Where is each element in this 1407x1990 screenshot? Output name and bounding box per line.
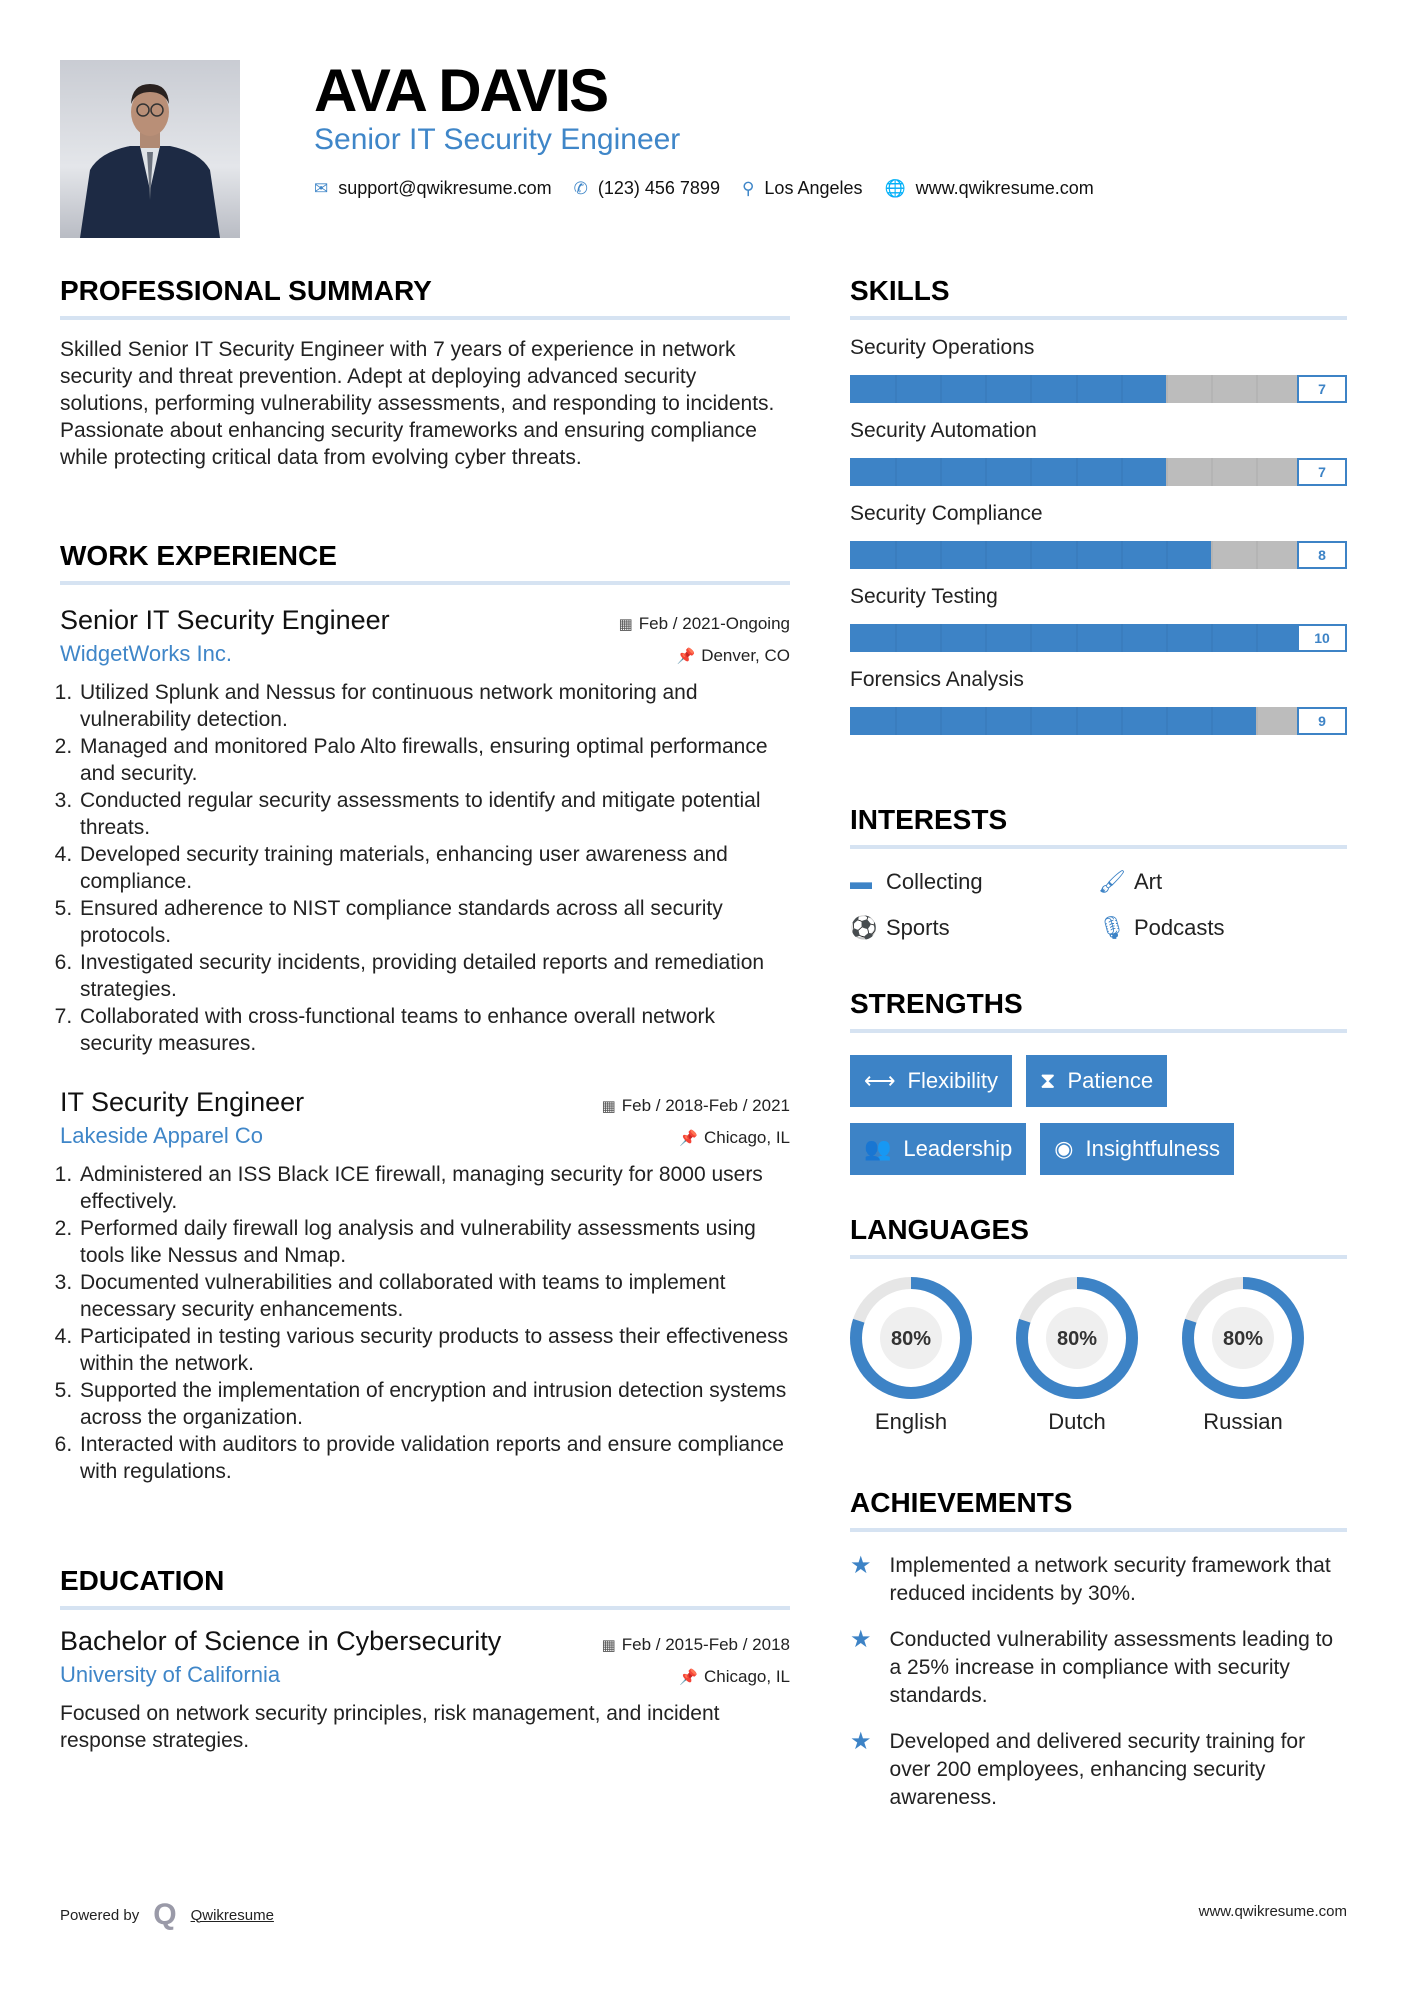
skill-bar-segment <box>940 458 942 486</box>
contact-location: Los Angeles <box>764 178 863 198</box>
summary-text: Skilled Senior IT Security Engineer with 7 years of experience in network security and threat prevention. Adept at deploying advanced security solutions, performing vulnerability assessments, and responding to incidents. Passionate about enhancing security frameworks and ensuring compliance while protecting critical data from evolving cyber threats. <box>60 338 775 469</box>
job-dates-wrap <box>619 614 790 634</box>
language-percent: 80% <box>1222 1328 1264 1350</box>
skill-item <box>850 500 1347 569</box>
paintbrush-icon: 🖌 <box>1098 869 1126 894</box>
strength-chip <box>850 1055 1012 1107</box>
languages-section <box>850 1213 1347 1435</box>
achievement-text: Implemented a network security framework that reduced incidents by 30%. <box>889 1554 1331 1605</box>
contact-email[interactable]: support@qwikresume.com <box>338 178 552 198</box>
education-section <box>60 1564 790 1754</box>
skill-bar-segment <box>1211 624 1213 652</box>
section-heading: LANGUAGES <box>850 1213 1347 1259</box>
hourglass-icon: ⧗ <box>1040 1068 1056 1093</box>
skill-level-value: 8 <box>1297 541 1347 569</box>
job-bullet: 1. Administered an ISS Black ICE firewall, managing security for 8000 users effectively. <box>78 1161 790 1215</box>
candidate-name: AVA DAVIS <box>314 57 608 124</box>
star-icon: ★ <box>850 1728 872 1755</box>
star-icon: ★ <box>850 1626 872 1653</box>
achievement-item <box>850 1552 1347 1608</box>
language-name: English <box>874 1409 948 1434</box>
strength-label: Leadership <box>903 1136 1013 1161</box>
qwikresume-logo-icon: Q <box>153 1898 177 1931</box>
skill-bar-segment <box>985 458 987 486</box>
skill-bar-segment <box>1166 707 1168 735</box>
interest-item <box>850 869 1098 895</box>
envelope-icon: ✉ <box>314 178 329 198</box>
job-bullet: 5. Ensured adherence to NIST compliance standards across all security protocols. <box>78 895 790 949</box>
job-bullet: 7. Collaborated with cross-functional teams to enhance overall network security measures. <box>78 1003 790 1057</box>
experience-section <box>60 539 790 1485</box>
skill-bar-segment <box>1211 541 1213 569</box>
skill-bar-segment <box>1211 375 1213 403</box>
job-entry <box>60 603 790 1057</box>
section-heading: ACHIEVEMENTS <box>850 1486 1347 1532</box>
job-bullet: 3. Documented vulnerabilities and collaborated with teams to implement necessary security enhancements. <box>78 1269 790 1323</box>
skill-name: Security Automation <box>850 419 1037 442</box>
job-list <box>60 603 790 1485</box>
interest-label: Podcasts <box>1134 915 1225 940</box>
strength-label: Flexibility <box>907 1068 999 1093</box>
education-description: Focused on network security principles, risk management, and incident response strategies. <box>60 1702 720 1752</box>
job-header <box>60 1085 790 1119</box>
section-heading: INTERESTS <box>850 803 1347 849</box>
skill-bar-segment <box>1030 458 1032 486</box>
job-location: Chicago, IL <box>704 1128 790 1147</box>
language-item <box>1016 1277 1138 1435</box>
job-bullet: 2. Managed and monitored Palo Alto firewalls, ensuring optimal performance and security. <box>78 733 790 787</box>
pushpin-icon: 📌 <box>676 648 696 665</box>
soccer-ball-icon: ⚽ <box>850 915 878 940</box>
skill-bar-segment <box>895 541 897 569</box>
achievement-item <box>850 1626 1347 1710</box>
language-name: Dutch <box>1048 1409 1106 1434</box>
skill-level-value: 7 <box>1297 458 1347 486</box>
skill-bar-segment <box>1211 707 1213 735</box>
map-pin-icon: ⚲ <box>741 178 755 198</box>
section-heading: STRENGTHS <box>850 987 1347 1033</box>
skill-item <box>850 417 1347 486</box>
skill-bar-segment <box>1256 541 1258 569</box>
globe-icon: 🌐 <box>884 178 906 198</box>
skill-bar-segment <box>1256 624 1258 652</box>
job-dates: Feb / 2021-Ongoing <box>638 614 790 633</box>
skill-item <box>850 334 1347 403</box>
job-location-wrap <box>677 646 791 666</box>
users-icon: 👥 <box>864 1136 892 1161</box>
skill-bar-segment <box>1211 458 1213 486</box>
company-name: Lakeside Apparel Co <box>60 1123 264 1148</box>
achievement-text: Developed and delivered security training for over 200 employees, enhancing security awareness. <box>889 1730 1306 1809</box>
skill-bar-segment <box>1076 375 1078 403</box>
skill-bar-segment <box>1121 624 1123 652</box>
skill-level-value: 7 <box>1297 375 1347 403</box>
education-location: Chicago, IL <box>704 1667 790 1686</box>
strength-chip <box>1040 1123 1234 1175</box>
skill-bar-segment <box>1121 541 1123 569</box>
star-icon: ★ <box>850 1552 872 1579</box>
skill-bar-segment <box>1030 541 1032 569</box>
footer-website[interactable]: www.qwikresume.com <box>1198 1903 1347 1920</box>
interest-label: Sports <box>886 915 950 940</box>
pushpin-icon: 📌 <box>679 1130 698 1147</box>
strength-label: Patience <box>1067 1068 1154 1093</box>
company-name: WidgetWorks Inc. <box>60 641 232 666</box>
job-subheader <box>60 1121 790 1151</box>
powered-by-label: Powered by <box>60 1906 140 1924</box>
skill-bar-segment <box>1030 624 1032 652</box>
job-header <box>60 603 790 637</box>
achievements-section <box>850 1486 1347 1812</box>
microphone-icon: 🎙 <box>1098 915 1126 940</box>
section-heading: EDUCATION <box>60 1564 790 1610</box>
phone-icon: ✆ <box>573 178 588 198</box>
job-bullet: 5. Supported the implementation of encryption and intrusion detection systems across the organization. <box>78 1377 790 1431</box>
language-percent: 80% <box>890 1328 932 1350</box>
skill-bar-segment <box>1166 624 1168 652</box>
skill-name: Security Operations <box>850 336 1035 359</box>
job-bullet: 4. Developed security training materials, enhancing user awareness and compliance. <box>78 841 790 895</box>
skill-bar-segment <box>1076 541 1078 569</box>
footer-branding <box>60 1898 274 1932</box>
language-item <box>850 1277 972 1435</box>
skill-name: Security Testing <box>850 585 998 608</box>
school: University of California <box>60 1662 281 1687</box>
interest-item <box>850 915 1098 941</box>
skill-bar <box>850 375 1347 403</box>
job-location: Denver, CO <box>701 646 790 665</box>
job-title: Senior IT Security Engineer <box>60 605 390 635</box>
skill-bar-segment <box>985 375 987 403</box>
achievement-text: Conducted vulnerability assessments leading to a 25% increase in compliance with security standards. <box>889 1628 1334 1707</box>
achievement-item <box>850 1728 1347 1812</box>
language-item <box>1182 1277 1304 1435</box>
interest-label: Art <box>1134 869 1163 894</box>
skills-section <box>850 274 1347 735</box>
skill-bar-segment <box>985 624 987 652</box>
job-bullet: 3. Conducted regular security assessments to identify and mitigate potential threats. <box>78 787 790 841</box>
skill-bar-segment <box>895 624 897 652</box>
language-donut <box>850 1277 972 1399</box>
strength-chip <box>850 1123 1026 1175</box>
language-percent: 80% <box>1056 1328 1098 1350</box>
pushpin-icon: 📌 <box>679 1669 698 1686</box>
skill-bar-fill <box>850 458 1166 486</box>
skill-level-value: 9 <box>1297 707 1347 735</box>
skill-bar-fill <box>850 624 1347 652</box>
interests-section <box>850 803 1347 941</box>
skill-bar <box>850 707 1347 735</box>
job-bullets <box>60 679 790 1057</box>
skill-bar-fill <box>850 375 1166 403</box>
skill-bar <box>850 624 1347 652</box>
skill-bar-segment <box>1166 541 1168 569</box>
contact-website[interactable]: www.qwikresume.com <box>915 178 1094 198</box>
job-bullet: 4. Participated in testing various security products to assess their effectiveness within the network. <box>78 1323 790 1377</box>
section-heading: WORK EXPERIENCE <box>60 539 790 585</box>
job-bullet: 1. Utilized Splunk and Nessus for continuous network monitoring and vulnerability detection. <box>78 679 790 733</box>
interest-item <box>1098 915 1346 941</box>
skill-bar-segment <box>940 707 942 735</box>
calendar-icon: ▦ <box>601 1637 616 1654</box>
skill-name: Forensics Analysis <box>850 668 1024 691</box>
brand-link[interactable]: Qwikresume <box>190 1906 274 1924</box>
eye-icon: ◉ <box>1054 1136 1074 1161</box>
strength-chip <box>1026 1055 1167 1107</box>
interest-item <box>1098 869 1346 895</box>
job-bullet: 6. Investigated security incidents, providing detailed reports and remediation strategies. <box>78 949 790 1003</box>
skill-bar-segment <box>1166 375 1168 403</box>
skill-bar-fill <box>850 707 1256 735</box>
arrows-horizontal-icon: ⟷ <box>864 1068 896 1093</box>
summary-section <box>60 274 790 471</box>
skill-bar-segment <box>985 541 987 569</box>
skill-bar-segment <box>940 541 942 569</box>
skill-name: Security Compliance <box>850 502 1043 525</box>
job-title: IT Security Engineer <box>60 1087 305 1117</box>
candidate-title: Senior IT Security Engineer <box>314 123 681 156</box>
job-dates-wrap <box>602 1096 790 1116</box>
skill-bar-segment <box>940 375 942 403</box>
skill-bar-segment <box>1256 458 1258 486</box>
skill-bar-segment <box>985 707 987 735</box>
skill-bar-segment <box>895 707 897 735</box>
education-dates: Feb / 2015-Feb / 2018 <box>621 1635 790 1654</box>
skill-bar-segment <box>895 375 897 403</box>
archive-box-icon: ▬ <box>850 869 872 894</box>
skill-item <box>850 666 1347 735</box>
contact-bar <box>314 178 1094 199</box>
skill-bar <box>850 541 1347 569</box>
degree: Bachelor of Science in Cybersecurity <box>60 1626 502 1656</box>
skill-bar-segment <box>1076 624 1078 652</box>
skill-bar-segment <box>1256 707 1258 735</box>
skill-bar-segment <box>1076 707 1078 735</box>
section-heading: SKILLS <box>850 274 1347 320</box>
job-subheader <box>60 639 790 669</box>
skill-bar-segment <box>1121 375 1123 403</box>
interest-label: Collecting <box>886 869 983 894</box>
job-bullet: 2. Performed daily firewall log analysis and vulnerability assessments using tools like Nessus and Nmap. <box>78 1215 790 1269</box>
skill-level-value: 10 <box>1297 624 1347 652</box>
strength-label: Insightfulness <box>1085 1136 1221 1161</box>
skill-bar-segment <box>1030 707 1032 735</box>
skill-bar-segment <box>1166 458 1168 486</box>
job-location-wrap <box>679 1128 790 1148</box>
skill-item <box>850 583 1347 652</box>
skill-bar-segment <box>1256 375 1258 403</box>
calendar-icon: ▦ <box>601 1098 616 1115</box>
profile-photo <box>60 60 240 238</box>
skill-bar-segment <box>1076 458 1078 486</box>
skill-bar-segment <box>895 458 897 486</box>
skill-bar-segment <box>1121 458 1123 486</box>
job-dates: Feb / 2018-Feb / 2021 <box>621 1096 790 1115</box>
skill-bar-segment <box>1121 707 1123 735</box>
skill-bar <box>850 458 1347 486</box>
job-entry <box>60 1085 790 1485</box>
calendar-icon: ▦ <box>618 616 633 633</box>
job-bullet: 6. Interacted with auditors to provide validation reports and ensure compliance with regulations. <box>78 1431 790 1485</box>
contact-phone[interactable]: (123) 456 7899 <box>597 178 720 198</box>
skill-bar-segment <box>1030 375 1032 403</box>
language-name: Russian <box>1203 1409 1283 1434</box>
skill-bar-segment <box>940 624 942 652</box>
language-donut <box>1182 1277 1304 1399</box>
language-donut <box>1016 1277 1138 1399</box>
job-bullets <box>60 1161 790 1485</box>
strengths-section <box>850 987 1347 1175</box>
section-heading: PROFESSIONAL SUMMARY <box>60 274 790 320</box>
